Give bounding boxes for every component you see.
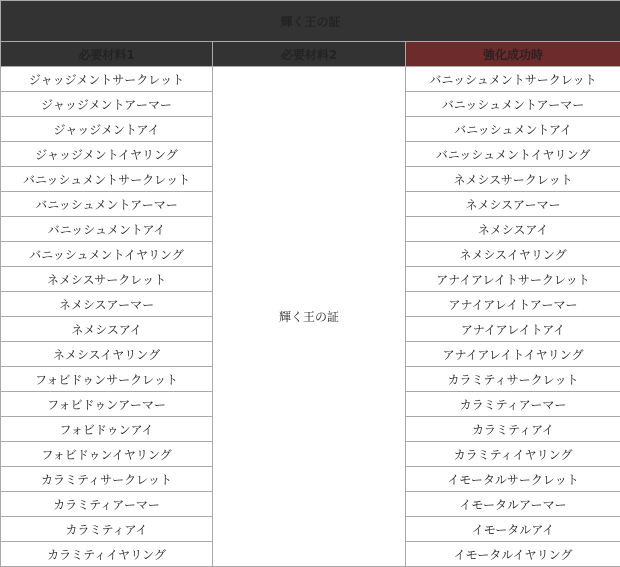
success-cell: カラミティアーマー <box>406 392 620 417</box>
success-cell: バニッシュメントサークレット <box>406 67 620 92</box>
success-cell: バニッシュメントアーマー <box>406 92 620 117</box>
table-header-row <box>1 42 620 67</box>
material1-cell: ネメシスイヤリング <box>1 342 213 367</box>
success-cell: ネメシスイヤリング <box>406 242 620 267</box>
material1-cell: カラミティアイ <box>1 517 213 542</box>
success-cell: バニッシュメントアイ <box>406 117 620 142</box>
success-cell: バニッシュメントイヤリング <box>406 142 620 167</box>
success-cell: ネメシスサークレット <box>406 167 620 192</box>
success-cell: イモータルアーマー <box>406 492 620 517</box>
header-material2: 必要材料2 <box>213 42 406 67</box>
success-cell: アナイアレイトアイ <box>406 317 620 342</box>
material1-cell: フォビドゥンアーマー <box>1 392 213 417</box>
table-title-row <box>1 1 620 42</box>
header-material1: 必要材料1 <box>1 42 213 67</box>
success-cell: カラミティアイ <box>406 417 620 442</box>
success-cell: カラミティイヤリング <box>406 442 620 467</box>
success-cell: カラミティサークレット <box>406 367 620 392</box>
material1-cell: バニッシュメントイヤリング <box>1 242 213 267</box>
header-success: 強化成功時 <box>406 42 620 67</box>
success-cell: ネメシスアーマー <box>406 192 620 217</box>
material1-cell: バニッシュメントサークレット <box>1 167 213 192</box>
material1-cell: ネメシスサークレット <box>1 267 213 292</box>
success-cell: アナイアレイトイヤリング <box>406 342 620 367</box>
material1-cell: ネメシスアーマー <box>1 292 213 317</box>
material1-cell: ジャッジメントイヤリング <box>1 142 213 167</box>
material1-cell: ジャッジメントアーマー <box>1 92 213 117</box>
success-cell: イモータルイヤリング <box>406 542 620 567</box>
success-cell: イモータルサークレット <box>406 467 620 492</box>
material1-cell: ジャッジメントアイ <box>1 117 213 142</box>
table-title: 輝く王の証 <box>1 1 620 42</box>
success-cell: ネメシスアイ <box>406 217 620 242</box>
table-body <box>1 67 620 567</box>
table-row <box>1 67 620 92</box>
material1-cell: カラミティサークレット <box>1 467 213 492</box>
material1-cell: カラミティイヤリング <box>1 542 213 567</box>
material1-cell: カラミティアーマー <box>1 492 213 517</box>
success-cell: アナイアレイトサークレット <box>406 267 620 292</box>
material1-cell: フォビドゥンサークレット <box>1 367 213 392</box>
success-cell: イモータルアイ <box>406 517 620 542</box>
material1-cell: ジャッジメントサークレット <box>1 67 213 92</box>
success-cell: アナイアレイトアーマー <box>406 292 620 317</box>
material1-cell: バニッシュメントアイ <box>1 217 213 242</box>
material1-cell: フォビドゥンイヤリング <box>1 442 213 467</box>
material1-cell: フォビドゥンアイ <box>1 417 213 442</box>
material2-cell: 輝く王の証 <box>213 67 406 567</box>
material1-cell: ネメシスアイ <box>1 317 213 342</box>
material1-cell: バニッシュメントアーマー <box>1 192 213 217</box>
